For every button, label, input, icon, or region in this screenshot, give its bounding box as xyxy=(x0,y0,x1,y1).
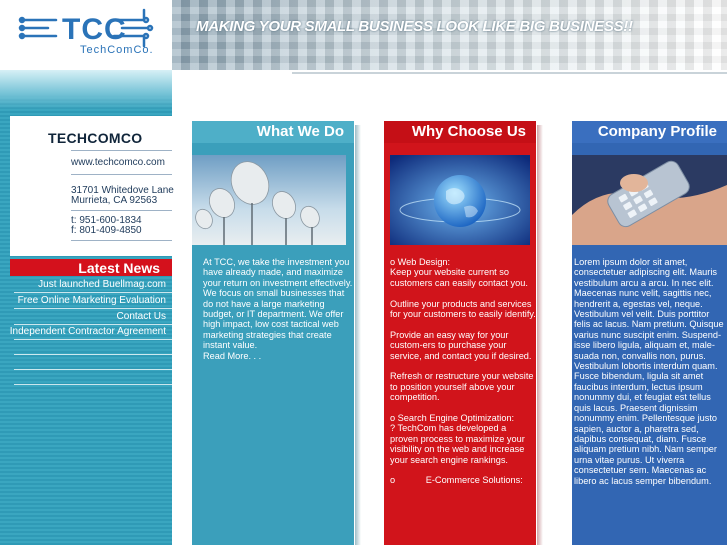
why-choose-us-panel xyxy=(384,121,536,545)
paragraph: Refresh or restructure your website to position yourself above your competition. xyxy=(390,371,534,403)
paragraph: o E-Commerce Solutions: xyxy=(390,475,523,486)
company-name: TECHCOMCO xyxy=(48,130,143,146)
paragraph: Provide an easy way for your custom-ers to purchase your service, and contact you if desired. xyxy=(390,329,532,361)
news-item-marketing-evaluation[interactable]: Free Online Marketing Evaluation xyxy=(17,295,166,306)
what-we-do-title: What We Do xyxy=(256,123,344,140)
latest-news-header xyxy=(10,259,172,276)
phone-keypad-image xyxy=(572,155,727,245)
divider xyxy=(71,174,172,175)
sidebar xyxy=(0,70,172,545)
panel-shadow xyxy=(537,125,543,545)
divider xyxy=(14,354,172,355)
paragraph: o Search Engine Optimization: ? TechCom has developed a proven process to maximize your visibility on the web and increase your search engine rankings. xyxy=(390,413,525,465)
logo-text: TechComCo. xyxy=(80,44,154,56)
why-choose-us-header xyxy=(384,121,536,143)
divider xyxy=(14,308,172,309)
what-we-do-header xyxy=(192,121,354,143)
paragraph: Lorem ipsum dolor sit amet, consectetuer adipiscing elit. Mauris vestibulum arcu a arcu. In nec elit. Maecenas nunc velit, sagittis nec, hendrerit a, egestas vel, neque. Vestibulum vel velit. Duis porttitor felis ac lacus. Nam pretium. Quisque varius nunc suscipit enim. Suspend-isse libero ligula, aliquam et, male-suada non, convallis non, purus. Vestibulum lobortis interdum quam. Fusce bibendum, ligula sit amet faucibus interdum, lectus ipsum nonummy dui, et feugiat est tellus quis lacus. Praesent dignissim nonummy enim. Pellentesque justo sapien, auctor a, pharetra sed, dapibus consequat, diam. Fusce aliquam pretium nibh. Nam semper urna vitae purus. Ut viverra consectetuer sem. Maecenas ac libero ac lacus semper bibendum. xyxy=(574,257,724,486)
divider xyxy=(71,240,172,241)
globe-image xyxy=(390,155,530,245)
read-more-link[interactable]: Read More. . . xyxy=(203,350,262,361)
why-choose-us-text xyxy=(390,257,536,496)
satellite-dish-image xyxy=(192,155,346,245)
fax-number: f: 801-409-4850 xyxy=(71,225,142,236)
address-line-2: Murrieta, CA 92563 xyxy=(71,195,158,206)
divider xyxy=(14,292,172,293)
website-link[interactable]: www.techcomco.com xyxy=(71,157,165,168)
divider xyxy=(14,369,172,370)
company-profile-header xyxy=(572,121,727,143)
divider xyxy=(14,384,172,385)
divider xyxy=(71,210,172,211)
slogan: MAKING YOUR SMALL BUSINESS LOOK LIKE BIG BUSINESS!! xyxy=(196,18,633,35)
news-item-contact-us[interactable]: Contact Us xyxy=(116,311,166,322)
sidebar-gradient xyxy=(0,70,172,110)
divider xyxy=(292,72,727,74)
what-we-do-panel xyxy=(192,121,354,545)
company-profile-text xyxy=(574,257,727,496)
phone-number: t: 951-600-1834 xyxy=(71,215,142,226)
divider xyxy=(14,324,172,325)
panel-shadow xyxy=(355,125,361,545)
paragraph: o Web Design: Keep your website current so customers can easily contact you. xyxy=(390,257,528,288)
paragraph: At TCC, we take the investment you have already made, and maximize your return on investment effectively. We focus on small businesses that do not have a large marketing budget, or IT department. We offer high impact, low cost tactical web marketing strategies that create instant value. xyxy=(203,257,353,351)
company-profile-title: Company Profile xyxy=(597,123,717,140)
company-profile-panel xyxy=(572,121,727,545)
why-choose-us-title: Why Choose Us xyxy=(411,123,526,140)
logo[interactable] xyxy=(0,0,172,70)
paragraph: Outline your products and services for your customers to easily identify. xyxy=(390,298,536,320)
what-we-do-text xyxy=(203,257,353,371)
divider xyxy=(71,150,172,151)
header-banner xyxy=(172,0,727,70)
news-item-buellmag[interactable]: Just launched Buellmag.com xyxy=(38,279,166,290)
divider xyxy=(14,339,172,340)
news-item-contractor-agreement[interactable]: Independent Contractor Agreement xyxy=(9,326,166,337)
logo-letters: TCC xyxy=(62,13,127,46)
latest-news-title: Latest News xyxy=(78,260,160,276)
address-line-1: 31701 Whitedove Lane xyxy=(71,185,174,196)
